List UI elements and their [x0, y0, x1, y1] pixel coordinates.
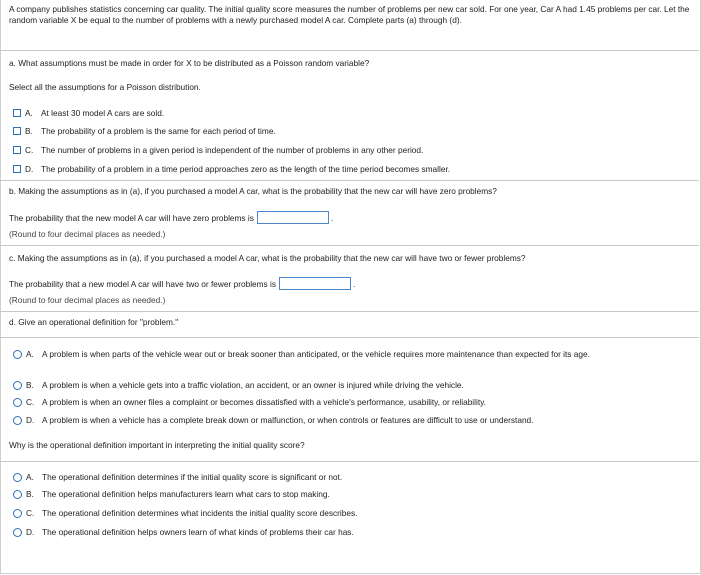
part-a-option-c[interactable]: C. The number of problems in a given period is independent of the number of problems in any other period. — [13, 145, 423, 157]
part-c-answer-line: The probability that a new model A car will have two or fewer problems is . — [9, 278, 356, 289]
divider — [0, 50, 699, 51]
checkbox[interactable] — [13, 165, 21, 173]
part-b-answer-input[interactable] — [257, 211, 329, 224]
why-option-d[interactable]: D. The operational definition helps owners learn of what kinds of problems their car has. — [13, 527, 354, 539]
radio-button[interactable] — [13, 381, 22, 390]
part-c-answer-input[interactable] — [279, 277, 351, 290]
part-d-question: d. Give an operational definition for "problem." — [9, 317, 179, 327]
why-option-c[interactable]: C. The operational definition determines what incidents the initial quality score describes. — [13, 508, 357, 520]
divider — [0, 245, 699, 246]
checkbox[interactable] — [13, 109, 21, 117]
divider — [0, 461, 699, 462]
why-option-a[interactable]: A. The operational definition determines if the initial quality score is significant or not. — [13, 472, 342, 484]
radio-button[interactable] — [13, 398, 22, 407]
divider — [0, 180, 699, 181]
part-b-question: b. Making the assumptions as in (a), if you purchased a model A car, what is the probability that the new car will have zero problems? — [9, 186, 497, 196]
radio-button[interactable] — [13, 509, 22, 518]
why-option-b[interactable]: B. The operational definition helps manufacturers learn what cars to stop making. — [13, 489, 330, 501]
part-b-answer-label: The probability that the new model A car will have zero problems is — [9, 212, 254, 223]
part-b-hint: (Round to four decimal places as needed.) — [9, 229, 166, 239]
part-a-instruction: Select all the assumptions for a Poisson distribution. — [9, 82, 201, 92]
part-b-answer-line: The probability that the new model A car will have zero problems is . — [9, 212, 334, 223]
part-a-option-a[interactable]: A. At least 30 model A cars are sold. — [13, 108, 164, 120]
problem-intro: A company publishes statistics concerning car quality. The initial quality score measures the number of problems per new car sold. For one year, Car A had 1.45 problems per car. Let the random variable X be equal to the number of problems with a newly purchased model A car. Complete parts (a) through (d). — [9, 4, 690, 25]
part-c-hint: (Round to four decimal places as needed.) — [9, 295, 166, 305]
part-a-question: a. What assumptions must be made in order for X to be distributed as a Poisson random variable? — [9, 58, 370, 68]
checkbox[interactable] — [13, 146, 21, 154]
part-c-question: c. Making the assumptions as in (a), if you purchased a model A car, what is the probability that the new car will have two or fewer problems? — [9, 253, 526, 263]
radio-button[interactable] — [13, 490, 22, 499]
radio-button[interactable] — [13, 416, 22, 425]
part-d-option-d[interactable]: D. A problem is when a vehicle has a complete break down or malfunction, or when controls or features are difficult to use or understand. — [13, 415, 533, 427]
part-c-answer-label: The probability that a new model A car will have two or fewer problems is — [9, 278, 277, 289]
part-a-option-d[interactable]: D. The probability of a problem in a time period approaches zero as the length of the time period becomes smaller. — [13, 164, 450, 176]
radio-button[interactable] — [13, 528, 22, 537]
part-a-option-b[interactable]: B. The probability of a problem is the same for each period of time. — [13, 126, 276, 138]
radio-button[interactable] — [13, 473, 22, 482]
why-question: Why is the operational definition important in interpreting the initial quality score? — [9, 440, 305, 450]
radio-button[interactable] — [13, 350, 22, 359]
part-d-option-a[interactable]: A. A problem is when parts of the vehicle wear out or break sooner than anticipated, or the vehicle requires more maintenance than expected for its age. — [13, 349, 673, 360]
part-d-option-c[interactable]: C. A problem is when an owner files a complaint or becomes dissatisfied with a vehicle's performance, usability, or reliability. — [13, 397, 486, 409]
divider — [0, 337, 699, 338]
divider — [0, 311, 699, 312]
checkbox[interactable] — [13, 127, 21, 135]
part-d-option-b[interactable]: B. A problem is when a vehicle gets into a traffic violation, an accident, or an owner is injured while driving the vehicle. — [13, 380, 464, 392]
